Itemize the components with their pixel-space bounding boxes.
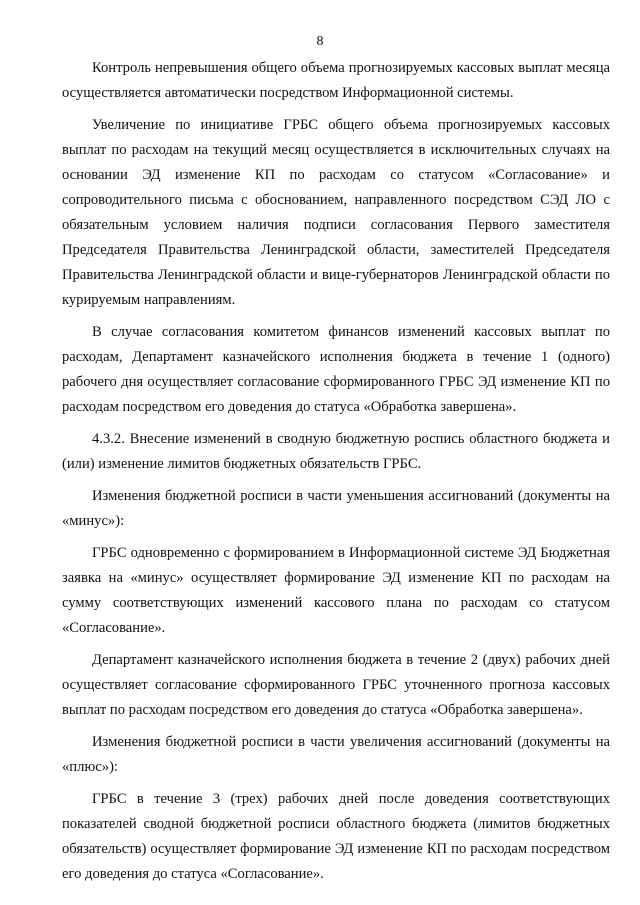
paragraph-decrease-heading: Изменения бюджетной росписи в части уменьшения ассигнований (документы на «минус»): <box>62 488 610 529</box>
paragraph-approval-committee: В случае согласования комитетом финансов изменений кассовых выплат по расходам, Департамент казначейского исполнения бюджета в течение 1 (одного) рабочего дня осуществляет согласование сформированного ГРБС ЭД изменение КП по расходам посредством его доведения до статуса «Обработка завершена». <box>62 324 610 415</box>
paragraph-decrease-grbs: ГРБС одновременно с формированием в Информационной системе ЭД Бюджетная заявка на «минус» осуществляет формирование ЭД изменение КП по расходам на сумму соответствующих изменений кассового плана по расходам со статусом «Согласование». <box>62 545 610 636</box>
paragraph-section-4-3-2: 4.3.2. Внесение изменений в сводную бюджетную роспись областного бюджета и (или) изменение лимитов бюджетных обязательств ГРБС. <box>62 431 610 472</box>
paragraph-increase-heading: Изменения бюджетной росписи в части увеличения ассигнований (документы на «плюс»): <box>62 734 610 775</box>
paragraph-control-automatic: Контроль непревышения общего объема прогнозируемых кассовых выплат месяца осуществляется автоматически посредством Информационной системы. <box>62 60 610 101</box>
page-number: 8 <box>316 34 324 49</box>
paragraph-increase-grbs: ГРБС в течение 3 (трех) рабочих дней после доведения соответствующих показателей сводной бюджетной росписи областного бюджета (лимитов бюджетных обязательств) осуществляет формирование ЭД изменение КП по расходам посредством его доведения до статуса «Согласование». <box>62 791 610 882</box>
paragraph-decrease-department: Департамент казначейского исполнения бюджета в течение 2 (двух) рабочих дней осуществляет согласование сформированного ГРБС уточненного прогноза кассовых выплат по расходам посредством его доведения до статуса «Обработка завершена». <box>62 652 610 718</box>
paragraph-increase-payments: Увеличение по инициативе ГРБС общего объема прогнозируемых кассовых выплат по расходам на текущий месяц осуществляется в исключительных случаях на основании ЭД изменение КП по расходам со статусом «Согласование» и сопроводительного письма с обоснованием, направленного посредством СЭД ЛО с обязательным условием наличия подписи согласования Первого заместителя Председателя Правительства Ленинградской области, заместителей Председателя Правительства Ленинградской области и вице-губернаторов Ленинградской области по курируемым направлениям. <box>62 117 610 308</box>
document-body <box>62 56 610 894</box>
